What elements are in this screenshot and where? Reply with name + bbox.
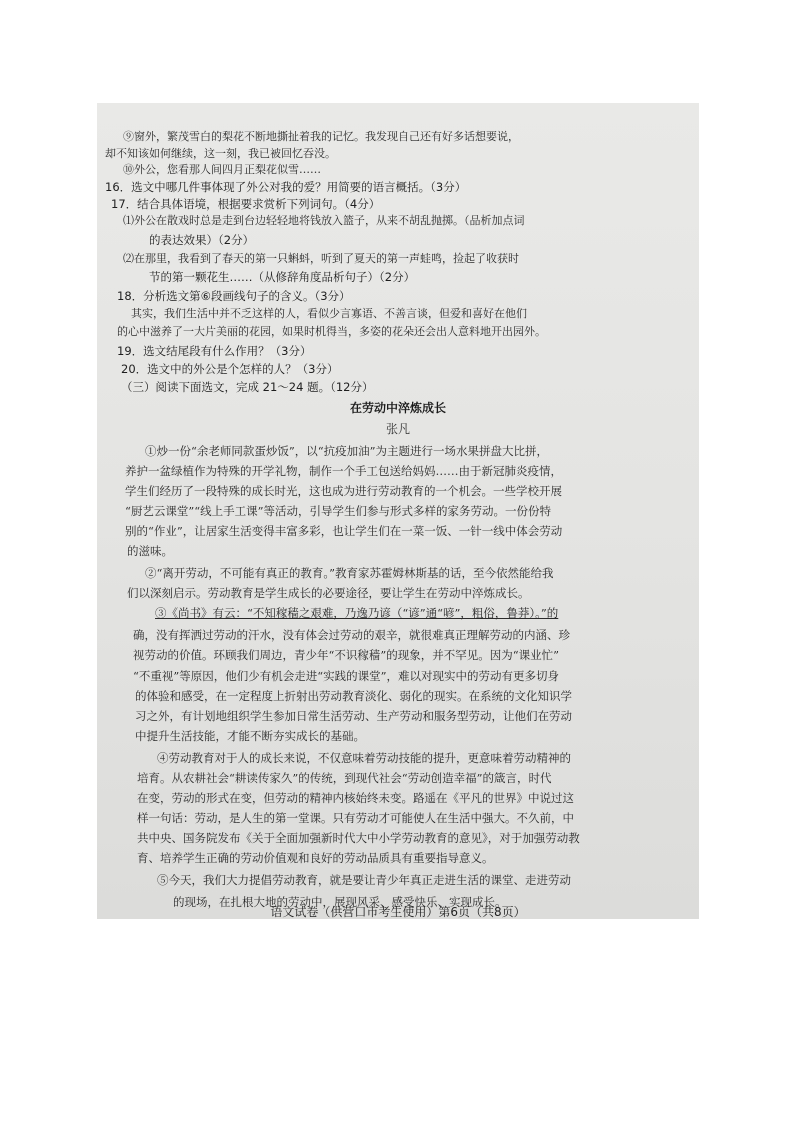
document-photo — [97, 103, 699, 919]
text-line: “厨艺云课堂”“线上手工课”等活动，引导学生们参与形式多样的家务劳动。一份份特 — [125, 504, 552, 518]
text-line: 20．选文中的外公是个怎样的人？（3分） — [121, 362, 339, 376]
text-line: 却不知该如何继续，这一刻，我已被回忆吞没。 — [105, 147, 336, 160]
text-line: 别的“作业”，让居家生活变得丰富多彩，也让学生们在一菜一饭、一针一线中体会劳动 — [125, 524, 563, 538]
underlined-quote-line — [155, 606, 558, 621]
text-line: ⑤今天，我们大力提倡劳动教育，就是要让青少年真正走进生活的课堂、走进劳动 — [157, 873, 571, 887]
text-line: 习之外，有计划地组织学生参加日常生活劳动、生产劳动和服务型劳动，让他们在劳动 — [135, 709, 572, 723]
text-line: 17．结合具体语境，根据要求赏析下列词句。（4分） — [111, 197, 381, 211]
text-line: 16．选文中哪几件事体现了外公对我的爱？用简要的语言概括。（3分） — [105, 180, 467, 194]
page-footer: 语文试卷（供营口市考生使用）第6页（共8页） — [270, 905, 526, 919]
text-line: 节的第一颗花生……（从修辞角度品析句子）（2分） — [149, 270, 416, 284]
text-line: 的心中滋养了一大片美丽的花园，如果时机得当，多姿的花朵还会出人意料地开出园外。 — [117, 325, 546, 338]
text-line: ①炒一份“余老师同款蛋炒饭”，以“抗疫加油”为主题进行一场水果拼盘大比拼， — [145, 444, 549, 458]
article-title: 在劳动中淬炼成长 — [349, 401, 446, 415]
text-line: 18．分析选文第⑥段画线句子的含义。（3分） — [117, 289, 351, 303]
text-line: 19．选文结尾段有什么作用？（3分） — [117, 344, 312, 358]
text-line: 育、培养学生正确的劳动价值观和良好的劳动品质具有重要指导意义。 — [137, 851, 494, 865]
text-line: ②“离开劳动，不可能有真正的教育。”教育家苏霍姆林斯基的话，至今依然能给我 — [145, 566, 554, 580]
article-author: 张凡 — [385, 422, 410, 436]
text-line: 的滋味。 — [127, 544, 173, 558]
text-line: ⑴外公在散戏时总是走到台边轻轻地将钱放入篮子，从来不胡乱抛掷。（品析加点词 — [123, 214, 525, 227]
text-line: 学生们经历了一段特殊的成长时光，这也成为进行劳动教育的一个机会。一些学校开展 — [125, 484, 562, 498]
text-line: 共中央、国务院发布《关于全面加强新时代大中小学劳动教育的意见》，对于加强劳动教 — [137, 831, 580, 845]
text-line: 的体验和感受，在一定程度上折射出劳动教育淡化、弱化的现实。在系统的文化知识学 — [135, 689, 572, 703]
text-line: ⑩外公，您看那人间四月正梨花似雪…… — [123, 163, 321, 176]
text-line: 在变，劳动的形式在变，但劳动的精神内核始终未变。路遥在《平凡的世界》中说过这 — [137, 791, 574, 805]
text-line: ⑵在那里，我看到了春天的第一只蝌蚪，听到了夏天的第一声蛙鸣，捡起了收获时 — [123, 252, 519, 265]
text-line: 培育。从农耕社会“耕读传家久”的传统，到现代社会“劳动创造幸福”的箴言，时代 — [137, 771, 552, 785]
text-line: “不重视”等原因，他们少有机会走进“实践的课堂”，难以对现实中的劳动有更多切身 — [133, 669, 560, 683]
text-line: 中提升生活技能，才能不断夯实成长的基础。 — [135, 729, 365, 743]
text-line: 确，没有挥洒过劳动的汗水，没有体会过劳动的艰辛，就很难真正理解劳动的内涵、珍 — [133, 628, 570, 642]
text-line: 养护一盆绿植作为特殊的开学礼物，制作一个手工包送给妈妈……由于新冠肺炎疫情， — [125, 464, 562, 478]
text-line: 其实，我们生活中并不乏这样的人，看似少言寡语、不善言谈，但爱和喜好在他们 — [131, 307, 527, 320]
text-line: 的表达效果）（2分） — [149, 233, 255, 247]
text-line: 视劳动的价值。环顾我们周边，青少年“不识稼穑”的现象，并不罕见。因为“课业忙” — [133, 648, 560, 662]
text-line: 样一句话：劳动，是人生的第一堂课。只有劳动才可能使人在生活中强大。不久前，中 — [137, 811, 574, 825]
text-line: 的现场，在扎根大地的劳动中，展现风采、感受快乐、实现成长。 — [173, 895, 507, 909]
underlined-quote: ③《尚书》有云：“不知稼穑之艰难，乃逸乃谚（“谚”通“喭”，粗俗，鲁莽）。”的 — [155, 606, 559, 620]
text-line: （三）阅读下面选文，完成 21～24 题。（12分） — [121, 380, 374, 394]
text-line: ④劳动教育对于人的成长来说，不仅意味着劳动技能的提升，更意味着劳动精神的 — [157, 751, 571, 765]
text-line: 们以深刻启示。劳动教育是学生成长的必要途径，要让学生在劳动中淬炼成长。 — [127, 586, 530, 600]
text-line: ⑨窗外，繁茂雪白的梨花不断地撕扯着我的记忆。我发现自己还有好多话想要说， — [123, 130, 519, 143]
